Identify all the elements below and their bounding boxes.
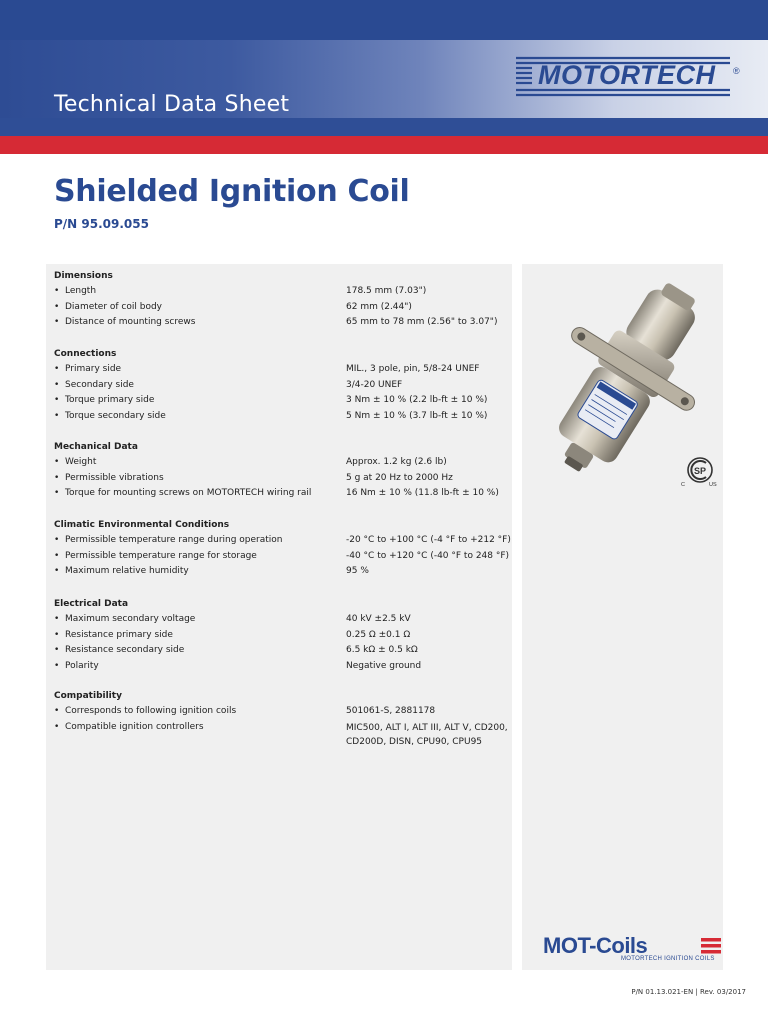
spec-label: Maximum secondary voltage	[65, 614, 196, 624]
spec-row	[54, 409, 504, 425]
bullet-icon: •	[54, 645, 60, 656]
spec-row	[54, 455, 504, 471]
bullet-icon: •	[54, 395, 60, 406]
part-number: P/N 95.09.055	[54, 217, 149, 231]
mot-coils-bars-icon	[701, 938, 721, 954]
spec-section	[54, 439, 504, 502]
spec-section	[54, 596, 504, 674]
csa-c-label: C	[681, 482, 685, 488]
spec-value: 501061-S, 2881178	[346, 706, 436, 716]
header-banner-top	[0, 0, 768, 40]
spec-section	[54, 517, 511, 580]
spec-label: Resistance secondary side	[65, 645, 185, 656]
spec-label: Polarity	[65, 660, 99, 671]
spec-value: -20 °C to +100 °C (-4 °F to +212 °F)	[346, 535, 511, 545]
spec-label: Maximum relative humidity	[65, 566, 189, 577]
bullet-icon: •	[54, 535, 60, 545]
bullet-icon: •	[54, 614, 60, 624]
spec-label: Length	[65, 286, 97, 296]
spec-row	[54, 393, 504, 409]
spec-row	[54, 704, 504, 720]
spec-label: Distance of mounting screws	[65, 317, 196, 328]
bullet-icon: •	[54, 721, 60, 732]
spec-label: Diameter of coil body	[65, 301, 162, 312]
spec-row	[54, 471, 504, 487]
spec-row	[54, 533, 511, 549]
spec-label: Torque primary side	[65, 395, 155, 406]
bullet-icon: •	[54, 301, 60, 312]
spec-row	[54, 362, 504, 378]
spec-value: Negative ground	[346, 660, 422, 671]
bullet-icon: •	[54, 706, 60, 716]
bullet-icon: •	[54, 457, 60, 467]
bullet-icon: •	[54, 629, 60, 640]
bullet-icon: •	[54, 488, 60, 499]
spec-value: -40 °C to +120 °C (-40 °F to 248 °F)	[346, 550, 510, 561]
page-title: Shielded Ignition Coil	[54, 174, 410, 209]
spec-value: Approx. 1.2 kg (2.6 lb)	[346, 457, 447, 467]
spec-section	[54, 268, 504, 331]
mot-coils-tagline: MOTORTECH IGNITION COILS	[621, 956, 715, 962]
spec-value: 6.5 kΩ ± 0.5 kΩ	[346, 645, 418, 656]
spec-row	[54, 628, 504, 644]
spec-label: Compatible ignition controllers	[65, 721, 204, 732]
spec-value: 178.5 mm (7.03")	[346, 286, 427, 296]
spec-value: 95 %	[346, 566, 369, 577]
registered-mark: ®	[733, 66, 740, 76]
spec-value: 3 Nm ± 10 % (2.2 lb-ft ± 10 %)	[346, 395, 488, 406]
bullet-icon: •	[54, 566, 60, 577]
section-heading: Dimensions	[54, 271, 113, 281]
header-title: Technical Data Sheet	[54, 92, 290, 117]
spec-value: 5 g at 20 Hz to 2000 Hz	[346, 472, 453, 483]
section-heading: Mechanical Data	[54, 442, 138, 452]
bullet-icon: •	[54, 364, 60, 374]
spec-label: Secondary side	[65, 379, 134, 390]
svg-text:SP: SP	[694, 466, 707, 476]
bullet-icon: •	[54, 550, 60, 561]
section-heading: Connections	[54, 349, 117, 359]
spec-row	[54, 284, 504, 300]
spec-section	[54, 688, 508, 750]
section-heading: Climatic Environmental Conditions	[54, 520, 230, 530]
bullet-icon: •	[54, 286, 60, 296]
spec-row	[54, 300, 504, 316]
header-red-stripe	[0, 136, 768, 154]
bullet-icon: •	[54, 379, 60, 390]
spec-row	[54, 315, 504, 331]
section-heading: Compatibility	[54, 691, 122, 701]
spec-value: 62 mm (2.44")	[346, 301, 412, 312]
spec-label: Torque secondary side	[65, 410, 166, 421]
spec-label: Permissible temperature range during operation	[65, 535, 283, 545]
spec-label: Permissible vibrations	[65, 472, 164, 483]
spec-value: 65 mm to 78 mm (2.56" to 3.07")	[346, 317, 498, 328]
spec-value: 0.25 Ω ±0.1 Ω	[346, 629, 411, 640]
spec-row	[54, 612, 504, 628]
spec-row	[54, 486, 504, 502]
spec-label: Corresponds to following ignition coils	[65, 706, 237, 716]
spec-row	[54, 564, 504, 580]
spec-row	[54, 643, 504, 659]
logo-wordmark: MOTORTECH	[538, 60, 716, 90]
footer-doc-ref: P/N 01.13.021-EN | Rev. 03/2017	[631, 988, 746, 996]
csa-certification-icon	[680, 456, 722, 488]
mot-coils-logo	[543, 933, 723, 967]
bullet-icon: •	[54, 410, 60, 421]
spec-value: 16 Nm ± 10 % (11.8 lb-ft ± 10 %)	[346, 488, 499, 499]
spec-row	[54, 720, 508, 750]
spec-row	[54, 659, 504, 675]
spec-label: Torque for mounting screws on MOTORTECH wiring rail	[65, 488, 312, 499]
bullet-icon: •	[54, 317, 60, 328]
spec-value: MIL., 3 pole, pin, 5/8-24 UNEF	[346, 364, 480, 374]
csa-us-label: US	[709, 482, 717, 488]
bullet-icon: •	[54, 472, 60, 483]
spec-row	[54, 549, 510, 565]
spec-label: Weight	[65, 457, 97, 467]
spec-value: 40 kV ±2.5 kV	[346, 614, 411, 624]
spec-row	[54, 378, 504, 394]
spec-label: Permissible temperature range for storage	[65, 550, 257, 561]
spec-section	[54, 346, 504, 424]
motortech-logo	[512, 50, 744, 102]
spec-value: 3/4-20 UNEF	[346, 379, 403, 390]
spec-label: Primary side	[65, 364, 122, 374]
header-banner-stripe	[0, 118, 768, 136]
bullet-icon: •	[54, 660, 60, 671]
section-heading: Electrical Data	[54, 599, 129, 609]
spec-value: MIC500, ALT I, ALT III, ALT V, CD200, CD200D, DISN, CPU90, CPU95	[346, 722, 508, 747]
spec-label: Resistance primary side	[65, 629, 173, 640]
spec-value: 5 Nm ± 10 % (3.7 lb-ft ± 10 %)	[346, 410, 488, 421]
mot-coils-wordmark: MOT-Coils	[543, 933, 648, 958]
